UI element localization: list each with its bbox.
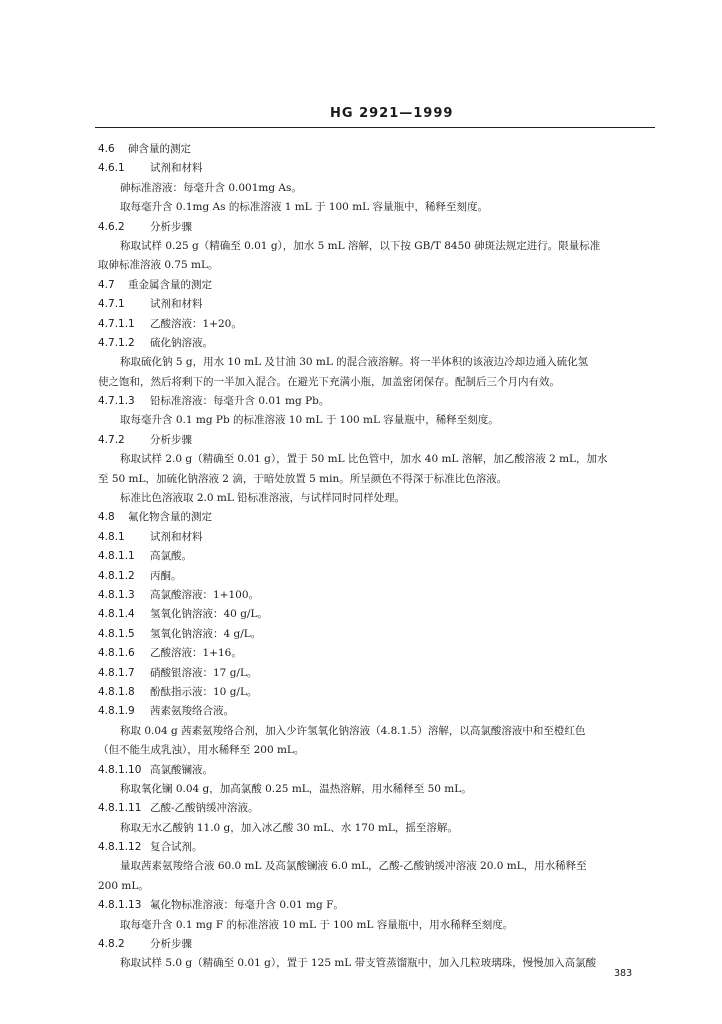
section-number: 4.8.1.4 (98, 608, 135, 621)
line-text: 硫化钠溶液。 (150, 336, 213, 349)
line-text: 试剂和材料 (150, 162, 203, 175)
line-text: 砷含量的测定 (128, 143, 191, 155)
section-number: 4.8.1.2 (98, 569, 135, 582)
section-heading (98, 508, 663, 527)
paragraph-line (98, 470, 663, 489)
section-heading (98, 644, 663, 663)
section-number: 4.8.1.13 (98, 899, 142, 912)
line-text: 酚酞指示液：10 g/L。 (150, 685, 258, 698)
paragraph-line (98, 954, 663, 973)
line-text: （但不能生成乳浊），用水稀释至 200 mL。 (98, 744, 305, 757)
line-text: 称取试样 5.0 g（精确至 0.01 g），置于 125 mL 带支管蒸馏瓶中，加入几粒玻璃珠，慢慢加入高氯酸 (120, 957, 597, 970)
section-number: 4.6 (98, 143, 115, 155)
paragraph-line (98, 411, 663, 430)
line-text: 取每毫升含 0.1 mg F 的标准溶液 10 mL 于 100 mL 容量瓶中，用水稀释至刻度。 (120, 918, 514, 931)
section-heading (98, 276, 663, 295)
section-number: 4.7.1.3 (98, 395, 135, 408)
section-heading (98, 586, 663, 605)
section-heading (98, 315, 663, 334)
line-text: 200 mL。 (98, 879, 149, 892)
section-number: 4.7.1.1 (98, 317, 135, 330)
section-heading (98, 547, 663, 566)
section-number: 4.8 (98, 511, 115, 524)
section-heading (98, 605, 663, 624)
document-body (98, 140, 663, 974)
line-text: 量取茜素氨羧络合液 60.0 mL 及高氯酸镧液 6.0 mL，乙酸-乙酸钠缓冲溶液 20.0 mL，用水稀释至 (120, 860, 587, 873)
line-text: 称取试样 2.0 g（精确至 0.01 g），置于 50 mL 比色管中，加水 40 mL 溶解，加乙酸溶液 2 mL，加水 (120, 453, 608, 466)
section-heading (98, 683, 663, 702)
line-text: 分析步骤 (150, 433, 192, 446)
section-number: 4.7.1 (98, 298, 125, 311)
paragraph-line (98, 256, 663, 275)
paragraph-line (98, 916, 663, 935)
section-heading (98, 625, 663, 644)
section-number: 4.7 (98, 278, 115, 291)
line-text: 标准比色溶液取 2.0 mL 铅标准溶液，与试样同时同样处理。 (120, 492, 406, 505)
section-heading (98, 392, 663, 411)
section-number: 4.8.1 (98, 530, 125, 543)
line-text: 至 50 mL，加硫化钠溶液 2 滴，于暗处放置 5 min。所呈颜色不得深于标准比色溶液。 (98, 472, 508, 485)
section-number: 4.8.1.3 (98, 588, 135, 601)
section-heading (98, 935, 663, 954)
line-text: 复合试剂。 (150, 841, 203, 854)
line-text: 称取硫化钠 5 g，用水 10 mL 及甘油 30 mL 的混合液溶解。将一半体积的该液边冷却边通入硫化氢 (120, 356, 589, 369)
line-text: 称取无水乙酸钠 11.0 g，加入冰乙酸 30 mL、水 170 mL，摇至溶解。 (120, 821, 458, 834)
line-text: 试剂和材料 (150, 530, 203, 543)
section-number: 4.8.1.8 (98, 685, 135, 698)
section-number: 4.8.1.11 (98, 802, 142, 815)
section-heading (98, 334, 663, 353)
section-heading (98, 431, 663, 450)
line-text: 称取 0.04 g 茜素氨羧络合剂，加入少许氢氧化钠溶液（4.8.1.5）溶解，以高氯酸溶液中和至橙红色 (120, 724, 586, 737)
header-rule (95, 127, 655, 128)
section-number: 4.7.1.2 (98, 336, 135, 349)
line-text: 取每毫升含 0.1 mg Pb 的标准溶液 10 mL 于 100 mL 容量瓶中，稀释至刻度。 (120, 414, 499, 427)
section-number: 4.8.2 (98, 938, 125, 951)
line-text: 氟化物标准溶液：每毫升含 0.01 mg F。 (150, 899, 344, 912)
section-number: 4.7.2 (98, 433, 125, 446)
section-heading (98, 140, 663, 159)
paragraph-line (98, 722, 663, 741)
paragraph-line (98, 237, 663, 256)
section-heading (98, 159, 663, 178)
section-heading (98, 567, 663, 586)
line-text: 重金属含量的测定 (128, 278, 212, 291)
line-text: 分析步骤 (150, 220, 192, 233)
line-text: 称取氧化镧 0.04 g，加高氯酸 0.25 mL，温热溶解，用水稀释至 50 mL。 (120, 782, 472, 795)
line-text: 高氯酸溶液：1+100。 (150, 588, 260, 601)
paragraph-line (98, 179, 663, 198)
paragraph-line (98, 198, 663, 217)
section-number: 4.8.1.7 (98, 666, 135, 679)
line-text: 硝酸银溶液：17 g/L。 (150, 666, 258, 679)
section-heading (98, 761, 663, 780)
line-text: 使之饱和，然后将剩下的一半加入混合。在避光下充满小瓶，加盖密闭保存。配制后三个月内有效。 (98, 375, 560, 388)
paragraph-line (98, 877, 663, 896)
section-number: 4.8.1.12 (98, 841, 142, 854)
section-heading (98, 838, 663, 857)
line-text: 氟化物含量的测定 (128, 511, 212, 524)
line-text: 铅标准溶液：每毫升含 0.01 mg Pb。 (150, 395, 330, 408)
line-text: 取砷标准溶液 0.75 mL。 (98, 259, 219, 272)
section-heading (98, 528, 663, 547)
line-text: 氢氧化钠溶液：40 g/L。 (150, 608, 268, 621)
standard-code-header: HG 2921—1999 (330, 106, 454, 121)
line-text: 乙酸-乙酸钠缓冲溶液。 (150, 802, 259, 815)
line-text: 茜素氨羧络合液。 (150, 705, 234, 718)
line-text: 丙酮。 (150, 569, 182, 582)
paragraph-line (98, 353, 663, 372)
paragraph-line (98, 489, 663, 508)
section-number: 4.8.1.9 (98, 705, 135, 718)
line-text: 氢氧化钠溶液：4 g/L。 (150, 627, 262, 640)
line-text: 分析步骤 (150, 938, 192, 951)
line-text: 试剂和材料 (150, 298, 203, 311)
line-text: 乙酸溶液：1+16。 (150, 647, 242, 660)
line-text: 称取试样 0.25 g（精确至 0.01 g），加水 5 mL 溶解，以下按 GB/T 8450 砷斑法规定进行。限量标准 (120, 239, 601, 252)
paragraph-line (98, 780, 663, 799)
paragraph-line (98, 741, 663, 760)
paragraph-line (98, 373, 663, 392)
paragraph-line (98, 819, 663, 838)
section-heading (98, 664, 663, 683)
line-text: 乙酸溶液：1+20。 (150, 317, 242, 330)
section-number: 4.8.1.5 (98, 627, 135, 640)
section-heading (98, 896, 663, 915)
line-text: 砷标准溶液：每毫升含 0.001mg As。 (120, 181, 302, 194)
section-number: 4.6.1 (98, 162, 125, 175)
paragraph-line (98, 450, 663, 469)
line-text: 取每毫升含 0.1mg As 的标准溶液 1 mL 于 100 mL 容量瓶中，稀释至刻度。 (120, 201, 488, 214)
section-number: 4.6.2 (98, 220, 125, 233)
section-heading (98, 295, 663, 314)
line-text: 高氯酸镧液。 (150, 763, 213, 776)
line-text: 高氯酸。 (150, 550, 192, 563)
paragraph-line (98, 857, 663, 876)
section-heading (98, 799, 663, 818)
section-heading (98, 218, 663, 237)
section-number: 4.8.1.1 (98, 550, 135, 563)
section-heading (98, 702, 663, 721)
page-number: 383 (614, 968, 633, 979)
section-number: 4.8.1.10 (98, 763, 142, 776)
section-number: 4.8.1.6 (98, 647, 135, 660)
